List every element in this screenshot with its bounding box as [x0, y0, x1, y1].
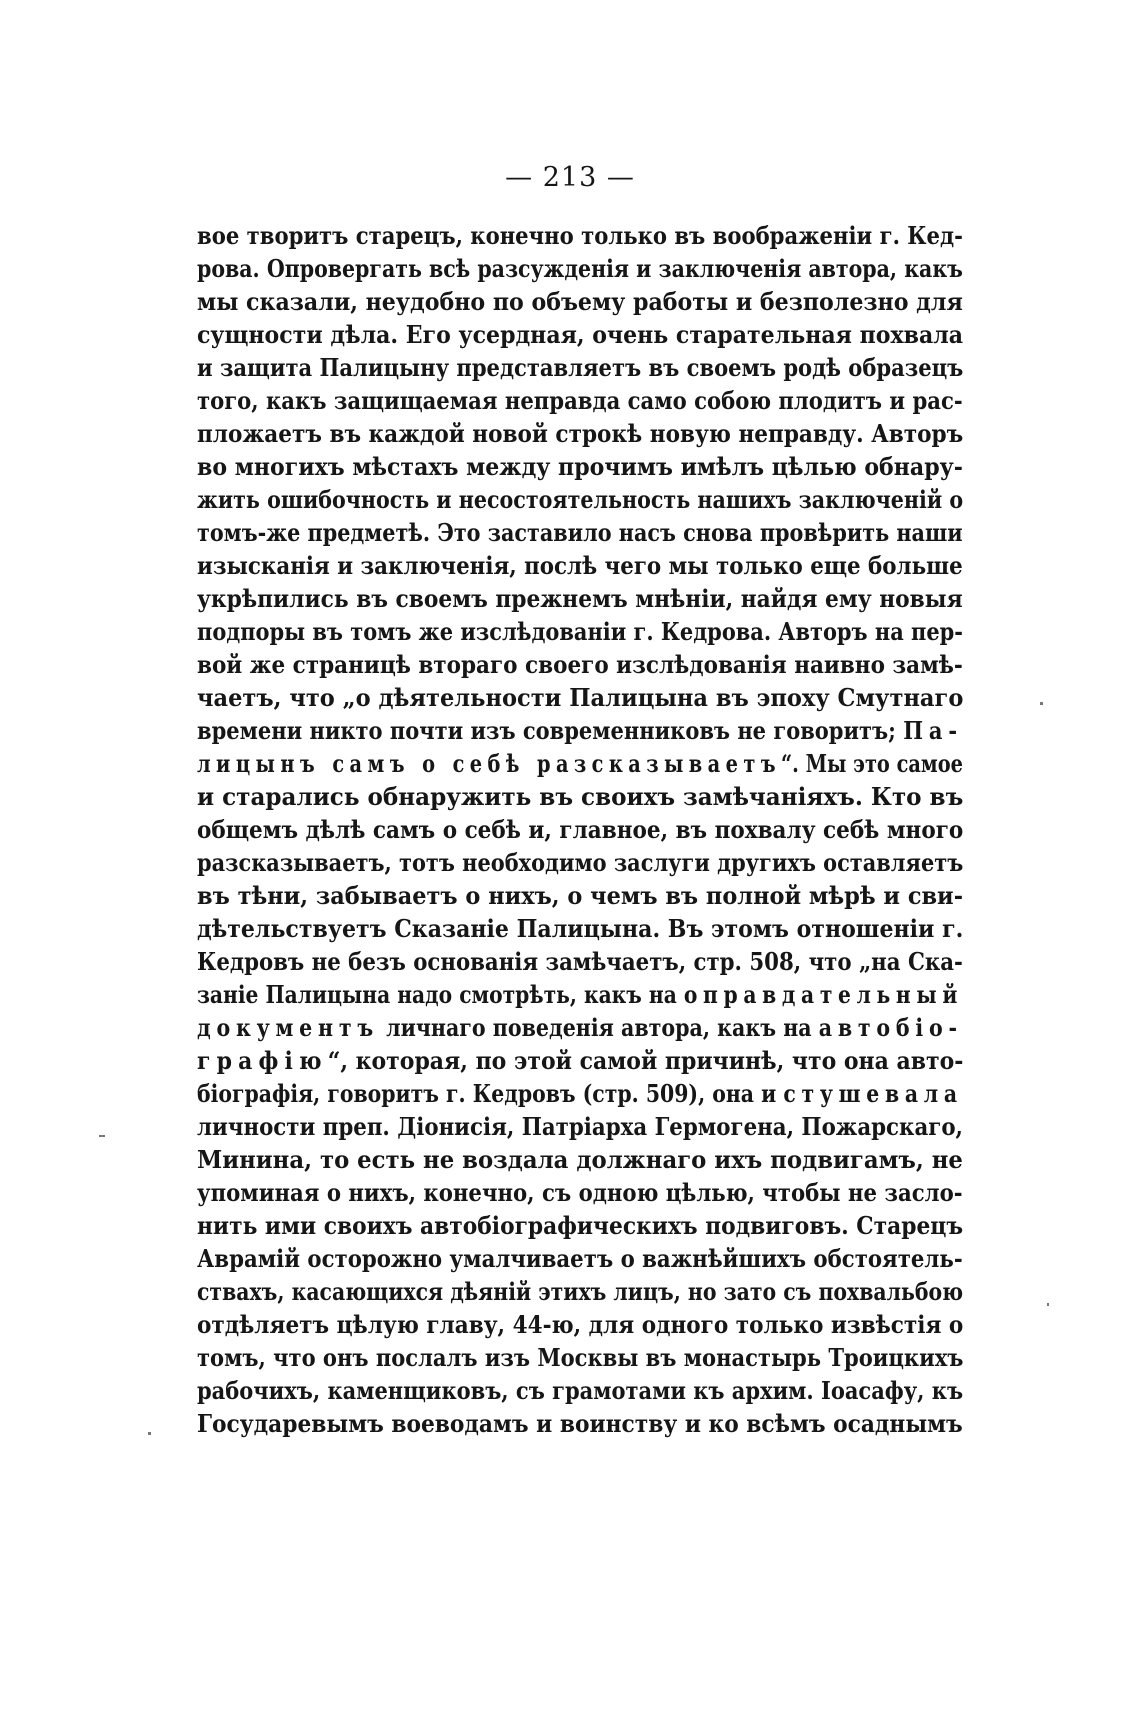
text-line — [197, 219, 963, 252]
text-line — [197, 813, 964, 846]
text-line — [197, 1242, 963, 1275]
text-segment: во многихъ мѣстахъ между прочимъ имѣлъ цѣлью обнару- — [197, 452, 963, 481]
text-line — [197, 1011, 963, 1044]
text-line — [197, 1308, 964, 1341]
text-segment: времени никто почти изъ современниковъ не говоритъ; — [197, 716, 904, 745]
text-segment: Аврамій осторожно умалчиваетъ о важнѣйшихъ обстоятель- — [197, 1244, 963, 1273]
body-text — [197, 219, 963, 1440]
text-line — [197, 1176, 963, 1209]
text-segment: ствахъ, касающихся дѣяній этихъ лицъ, но зато съ похвальбою — [197, 1277, 964, 1306]
spaced-emphasis: Па- — [903, 716, 963, 745]
text-line — [197, 417, 964, 450]
text-segment: въ тѣни, забываетъ о нихъ, о чемъ въ полной мѣрѣ и сви- — [197, 881, 963, 910]
text-line — [197, 516, 963, 549]
scan-speck — [1040, 702, 1043, 705]
text-segment: томъ-же предметѣ. Это заставило насъ снова провѣрить наши — [197, 518, 963, 547]
text-segment: Государевымъ воеводамъ и воинству и ко всѣмъ осаднымъ — [197, 1409, 963, 1438]
spaced-emphasis: оправдательный — [683, 980, 964, 1009]
text-segment: дѣтельствуетъ Сказаніе Палицына. Въ этомъ отношеніи г. — [197, 914, 964, 943]
spaced-emphasis: стушевала — [783, 1079, 963, 1108]
spaced-emphasis: документъ — [197, 1013, 379, 1042]
text-segment: пложаетъ въ каждой новой строкѣ новую неправду. Авторъ — [197, 419, 964, 448]
text-line — [197, 615, 963, 648]
text-line — [197, 648, 963, 681]
text-segment: Кедровъ не безъ основанія замѣчаетъ, стр. 508, что „на Ска- — [197, 947, 963, 976]
text-line — [197, 549, 963, 582]
text-line — [197, 1044, 964, 1077]
text-segment: того, какъ защищаемая неправда само собою плодитъ и рас- — [197, 386, 963, 415]
text-segment: вое творитъ старецъ, конечно только въ воображеніи г. Кед- — [197, 221, 963, 250]
text-line — [197, 582, 963, 615]
text-segment: личнаго поведенія автора, какъ на — [378, 1013, 819, 1042]
spaced-emphasis: графію — [197, 1046, 328, 1075]
text-line — [197, 318, 964, 351]
text-line — [197, 945, 963, 978]
text-line — [197, 714, 963, 747]
text-segment: разсказываетъ, тотъ необходимо заслуги другихъ оставляетъ — [197, 848, 964, 877]
page-number: — 213 — — [505, 162, 635, 193]
text-segment: жить ошибочность и несостоятельность нашихъ заключеній о — [197, 485, 964, 514]
text-segment: томъ, что онъ послалъ изъ Москвы въ монастырь Троицкихъ — [197, 1343, 964, 1372]
text-segment: вой же страницѣ втораго своего изслѣдованія наивно замѣ- — [197, 650, 963, 679]
text-line — [197, 1374, 964, 1407]
text-segment: и старались обнаружить въ своихъ замѣчаніяхъ. Кто въ — [197, 782, 964, 811]
text-line — [197, 384, 963, 417]
text-line — [197, 351, 964, 384]
text-segment: біографія, говоритъ г. Кедровъ (стр. 509), она и — [197, 1079, 784, 1108]
text-segment: рова. Опровергать всѣ разсужденія и заключенія автора, какъ — [197, 254, 963, 283]
text-segment: рабочихъ, каменщиковъ, съ грамотами къ архим. Іоасафу, къ — [197, 1376, 964, 1405]
text-segment: упоминая о нихъ, конечно, съ одною цѣлью, чтобы не засло- — [197, 1178, 963, 1207]
text-line — [197, 285, 963, 318]
text-segment: мы сказали, неудобно по объему работы и безполезно для — [197, 287, 963, 316]
text-segment: чаетъ, что „о дѣятельности Палицына въ эпоху Смутнаго — [197, 683, 964, 712]
text-segment: Минина, то есть не воздала должнаго ихъ подвигамъ, не — [197, 1145, 963, 1174]
scan-speck — [99, 1135, 105, 1137]
text-line — [197, 846, 964, 879]
text-line — [197, 1209, 964, 1242]
text-line — [197, 747, 963, 780]
spaced-emphasis: лицынъ самъ о себѣ разсказываетъ — [197, 749, 782, 778]
text-line — [197, 978, 964, 1011]
text-segment: подпоры въ томъ же изслѣдованіи г. Кедрова. Авторъ на пер- — [197, 617, 963, 646]
text-segment: заніе Палицына надо смотрѣть, какъ на — [197, 980, 684, 1009]
text-line — [197, 681, 964, 714]
text-line — [197, 1143, 963, 1176]
scan-speck — [148, 1432, 151, 1435]
text-segment: укрѣпились въ своемъ прежнемъ мнѣніи, найдя ему новыя — [197, 584, 963, 613]
text-segment: личности преп. Діонисія, Патріарха Гермогена, Пожарскаго, — [197, 1112, 963, 1141]
text-line — [197, 780, 964, 813]
text-line — [197, 879, 963, 912]
text-line — [197, 1110, 963, 1143]
text-line — [197, 252, 963, 285]
text-line — [197, 450, 963, 483]
scan-speck — [1047, 1303, 1049, 1306]
text-line — [197, 1341, 964, 1374]
text-line — [197, 1077, 963, 1110]
text-segment: общемъ дѣлѣ самъ о себѣ и, главное, въ похвалу себѣ много — [197, 815, 964, 844]
text-segment: отдѣляетъ цѣлую главу, 44-ю, для одного только извѣстія о — [197, 1310, 964, 1339]
text-segment: “. Мы это самое — [781, 749, 963, 778]
text-line — [197, 483, 964, 516]
text-line — [197, 1275, 964, 1308]
text-segment: “, которая, по этой самой причинѣ, что она авто- — [327, 1046, 964, 1075]
text-segment: сущности дѣла. Его усердная, очень старательная похвала — [197, 320, 964, 349]
spaced-emphasis: автобіо- — [818, 1013, 963, 1042]
text-segment: изысканія и заключенія, послѣ чего мы только еще больше — [197, 551, 963, 580]
text-line — [197, 912, 964, 945]
text-segment: и защита Палицыну представляетъ въ своемъ родѣ образецъ — [197, 353, 964, 382]
text-line — [197, 1407, 963, 1440]
text-segment: нить ими своихъ автобіографическихъ подвиговъ. Старецъ — [197, 1211, 964, 1240]
